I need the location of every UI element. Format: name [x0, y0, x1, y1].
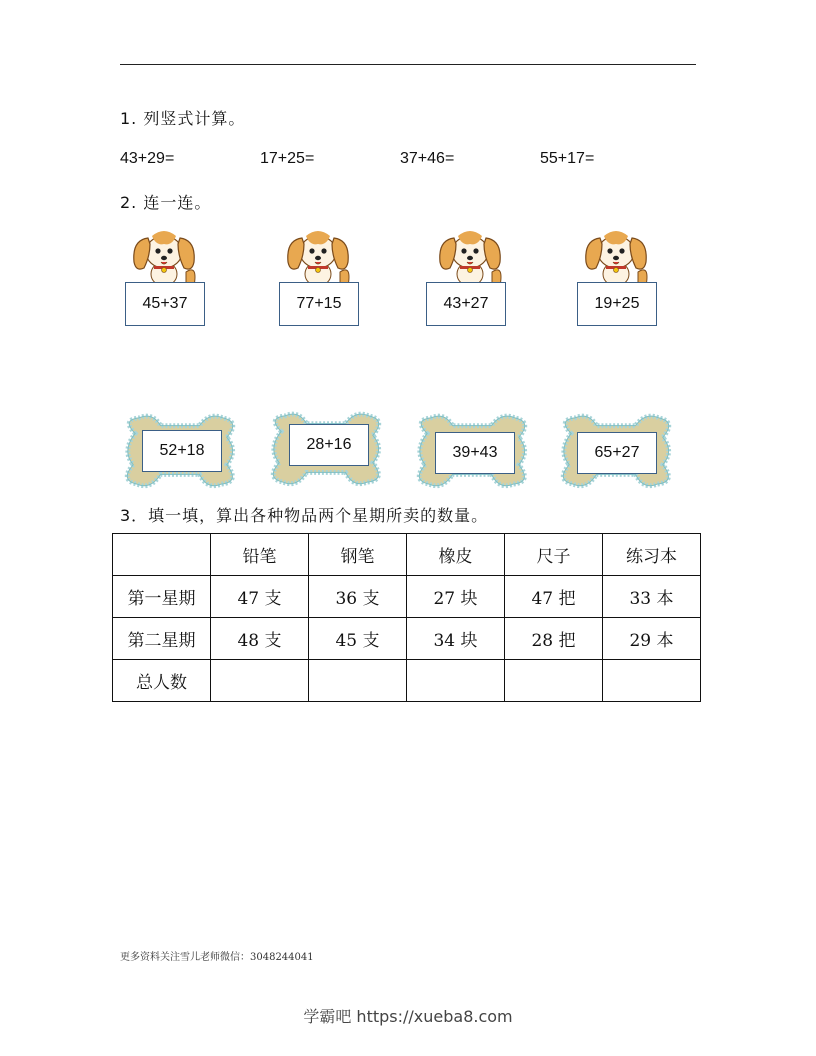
- q1-problem: 55+17=: [540, 150, 595, 167]
- table-header-cell: 练习本: [603, 534, 701, 576]
- q1-problem: 17+25=: [260, 150, 315, 167]
- table-header-cell: 橡皮: [407, 534, 505, 576]
- q2-heading: 2. 连一连。: [120, 193, 212, 212]
- answer-cell[interactable]: [211, 660, 309, 702]
- dog-picture: [580, 228, 652, 286]
- table-cell: 第一星期: [113, 576, 211, 618]
- table-cell: 28 把: [505, 618, 603, 660]
- table-cell: 29 本: [603, 618, 701, 660]
- table-header-cell: [113, 534, 211, 576]
- answer-cell[interactable]: [309, 660, 407, 702]
- bone-card: 52+18: [142, 430, 222, 472]
- bone-card: 28+16: [289, 424, 369, 466]
- table-cell: 48 支: [211, 618, 309, 660]
- dog-card: 43+27: [426, 282, 506, 326]
- top-rule: [120, 64, 696, 65]
- table-cell: 47 支: [211, 576, 309, 618]
- table-cell: 47 把: [505, 576, 603, 618]
- table-header-cell: 尺子: [505, 534, 603, 576]
- footer-note: 更多资料关注雪儿老师微信：3048244041: [120, 952, 314, 963]
- q1-problem: 37+46=: [400, 150, 455, 167]
- bone-card: 65+27: [577, 432, 657, 474]
- table-cell: 34 块: [407, 618, 505, 660]
- table-cell: 总人数: [113, 660, 211, 702]
- table-cell: 27 块: [407, 576, 505, 618]
- dog-card: 77+15: [279, 282, 359, 326]
- dog-picture: [434, 228, 506, 286]
- table-row: [113, 576, 701, 618]
- dog-card: 45+37: [125, 282, 205, 326]
- watermark: 学霸吧 https://xueba8.com: [303, 1007, 513, 1026]
- table-cell: 第二星期: [113, 618, 211, 660]
- table-row: [113, 660, 701, 702]
- q1-problem: 43+29=: [120, 150, 175, 167]
- table-row: [113, 618, 701, 660]
- table-cell: 36 支: [309, 576, 407, 618]
- q1-heading: 1. 列竖式计算。: [120, 109, 246, 128]
- table-header-cell: 铅笔: [211, 534, 309, 576]
- sales-table: [112, 533, 701, 702]
- answer-cell[interactable]: [603, 660, 701, 702]
- answer-cell[interactable]: [407, 660, 505, 702]
- table-cell: 33 本: [603, 576, 701, 618]
- answer-cell[interactable]: [505, 660, 603, 702]
- dog-picture: [282, 228, 354, 286]
- dog-picture: [128, 228, 200, 286]
- table-header-cell: 钢笔: [309, 534, 407, 576]
- table-header-row: [113, 534, 701, 576]
- bone-card: 39+43: [435, 432, 515, 474]
- table-cell: 45 支: [309, 618, 407, 660]
- q3-heading: 3．填一填，算出各种物品两个星期所卖的数量。: [120, 506, 489, 525]
- dog-card: 19+25: [577, 282, 657, 326]
